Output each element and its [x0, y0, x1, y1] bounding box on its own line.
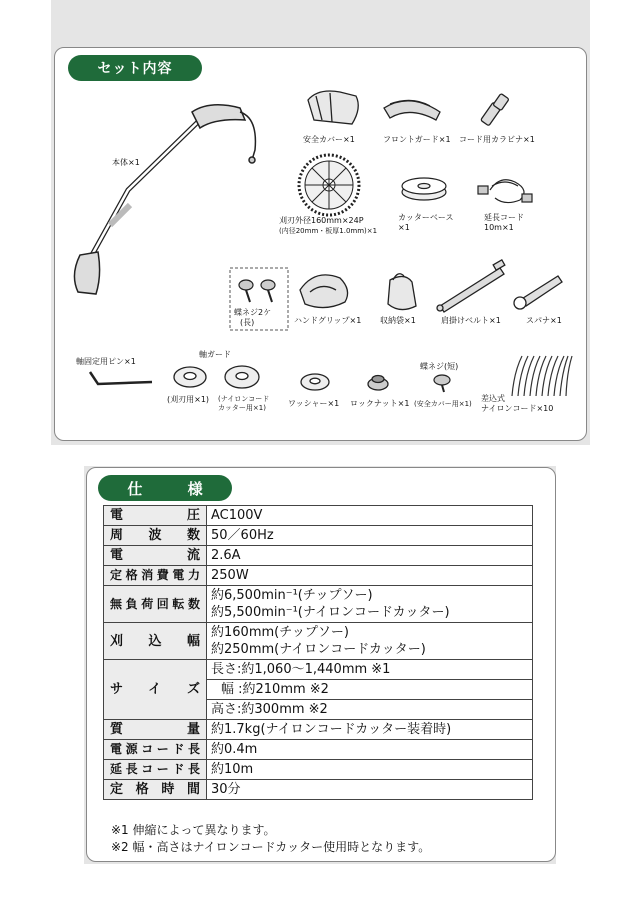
spec-value: 約10m: [207, 760, 533, 780]
spec-table: [103, 505, 533, 800]
label-shaft-guard-blade: (刈刃用×1): [167, 395, 210, 404]
butterfly-screw-short-icon: [434, 375, 450, 392]
label-ext-cord-1: 延長コード: [484, 213, 524, 222]
label-blade-1: 刈刃外径160mm×24P: [279, 216, 364, 225]
label-ext-cord-2: 10m×1: [484, 223, 514, 232]
label-blade-2: (内径20mm・板厚1.0mm)×1: [279, 227, 378, 235]
spec-label: 周波数: [104, 526, 207, 546]
spec-note-1: ※1 伸縮によって異なります。: [111, 823, 276, 837]
table-row: [104, 566, 533, 586]
spec-value: [207, 586, 533, 623]
label-screw-long-2: (長): [240, 318, 255, 327]
label-shaft-guard-nylon-1: (ナイロンコード: [218, 395, 270, 403]
spec-label: 電源コード長: [104, 740, 207, 760]
spec-label: 定格消費電力: [104, 566, 207, 586]
label-nylon-cord-1: 差込式: [481, 394, 505, 403]
safety-cover-icon: [308, 91, 358, 124]
butterfly-screw-long-icon: [239, 280, 275, 302]
contents-title: セット内容: [68, 55, 202, 81]
spec-value-line: 約250mm(ナイロンコードカッター): [211, 642, 426, 657]
label-cutter-base-1: カッターベース: [398, 213, 454, 222]
table-row: [104, 506, 533, 526]
label-spanner: スパナ×1: [526, 316, 562, 325]
table-row: [104, 623, 533, 660]
spec-value: 幅 :約210mm ※2: [207, 680, 533, 700]
handle-grip-icon: [300, 275, 348, 308]
cutter-base-icon: [402, 178, 446, 200]
table-row: [104, 740, 533, 760]
label-screw-long-1: 蝶ネジ2ケ: [234, 308, 272, 317]
spec-value: 約0.4m: [207, 740, 533, 760]
table-row: [104, 660, 533, 680]
spec-value: 長さ:約1,060〜1,440mm ※1: [207, 660, 533, 680]
label-shoulder-belt: 肩掛けベルト×1: [441, 316, 501, 325]
label-storage-bag: 収納袋×1: [380, 316, 416, 325]
spec-label: 質量: [104, 720, 207, 740]
screw-group-frame: [230, 268, 288, 330]
lock-nut-icon: [368, 376, 388, 391]
spec-value: 高さ:約300mm ※2: [207, 700, 533, 720]
spec-value: [207, 623, 533, 660]
front-guard-icon: [384, 100, 440, 120]
table-row: [104, 780, 533, 800]
spec-label: 延長コード長: [104, 760, 207, 780]
nylon-cord-icon: [512, 356, 572, 396]
label-cutter-base-2: ×1: [398, 223, 410, 232]
shaft-guard-icon: [174, 366, 259, 388]
spec-title: 仕 様: [98, 475, 232, 501]
label-cord-carabiner: コード用カラビナ×1: [459, 135, 535, 144]
saw-blade-icon: [299, 155, 359, 215]
washer-icon: [301, 374, 329, 390]
spec-note-2: ※2 幅・高さはナイロンコードカッター使用時となります。: [111, 840, 431, 854]
label-handle-grip: ハンドグリップ×1: [294, 316, 362, 325]
table-row: [104, 546, 533, 566]
label-nylon-cord-2: ナイロンコード×10: [481, 404, 554, 413]
trimmer-body-icon: [74, 105, 255, 294]
label-shaft-guard: 軸ガード: [199, 350, 231, 359]
spanner-icon: [514, 276, 562, 309]
spec-label: 電流: [104, 546, 207, 566]
spec-label: 定格時間: [104, 780, 207, 800]
label-shaft-pin: 軸固定用ピン×1: [76, 357, 136, 366]
spec-label: サイズ: [104, 660, 207, 720]
spec-label: 無負荷回転数: [104, 586, 207, 623]
label-front-guard: フロントガード×1: [383, 135, 451, 144]
table-row: [104, 760, 533, 780]
spec-label: 電圧: [104, 506, 207, 526]
spec-value-line: 約6,500min⁻¹(チップソー): [211, 588, 373, 603]
spec-value-line: 約5,500min⁻¹(ナイロンコードカッター): [211, 605, 450, 620]
carabiner-icon: [481, 93, 510, 125]
extension-cord-icon: [478, 180, 532, 203]
label-body: 本体×1: [112, 158, 140, 167]
label-screw-short: 蝶ネジ(短): [420, 362, 459, 371]
shoulder-belt-icon: [437, 260, 505, 312]
table-row: [104, 586, 533, 623]
spec-value: 250W: [207, 566, 533, 586]
spec-value: 30分: [207, 780, 533, 800]
storage-bag-icon: [388, 274, 416, 310]
label-shaft-guard-nylon-2: カッター用×1): [218, 404, 266, 412]
label-screw-short-use: (安全カバー用×1): [414, 400, 472, 408]
spec-value: 50／60Hz: [207, 526, 533, 546]
spec-value-line: 約160mm(チップソー): [211, 625, 349, 640]
spec-value: 約1.7kg(ナイロンコードカッター装着時): [207, 720, 533, 740]
table-row: [104, 526, 533, 546]
table-row: [104, 720, 533, 740]
spec-value: 2.6A: [207, 546, 533, 566]
label-lock-nut: ロックナット×1: [350, 399, 410, 408]
spec-label: 刈込幅: [104, 623, 207, 660]
label-washer: ワッシャー×1: [288, 399, 340, 408]
spec-value: AC100V: [207, 506, 533, 526]
label-safety-cover: 安全カバー×1: [303, 135, 355, 144]
shaft-pin-icon: [90, 372, 152, 384]
